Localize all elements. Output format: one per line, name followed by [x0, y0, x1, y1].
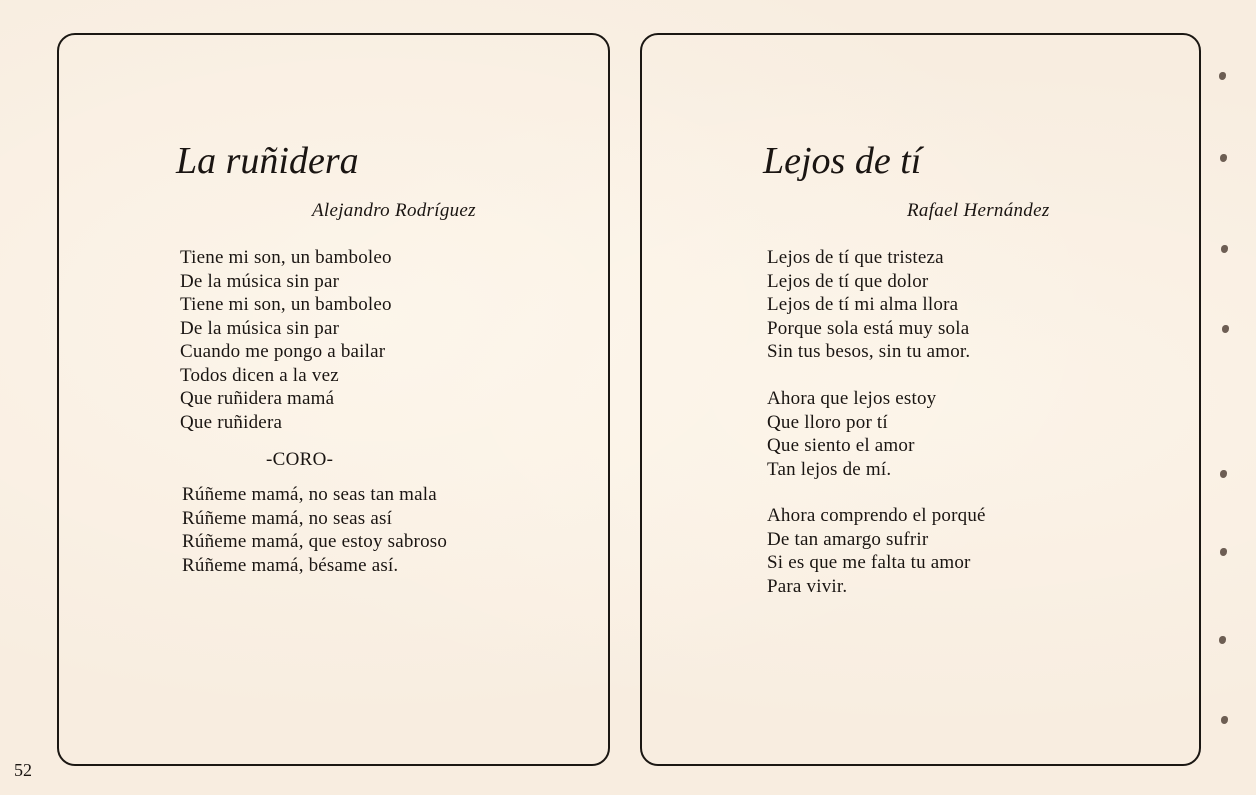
- verse-line: Tiene mi son, un bamboleo: [180, 294, 392, 315]
- punch-hole-mark: [1220, 548, 1227, 556]
- chorus-line: Rúñeme mamá, que estoy sabroso: [182, 531, 448, 552]
- left-poem-author: Alejandro Rodríguez: [312, 200, 476, 221]
- right-stanza-1: [767, 246, 970, 364]
- punch-hole-mark: [1219, 636, 1226, 644]
- verse-line: Cuando me pongo a bailar: [180, 341, 386, 362]
- verse-line: Lejos de tí que dolor: [767, 270, 929, 292]
- punch-hole-mark: [1221, 716, 1228, 724]
- left-verse: [180, 246, 392, 434]
- verse-line: Para vivir.: [767, 575, 848, 597]
- verse-line: Lejos de tí mi alma llora: [767, 294, 959, 315]
- verse-line: Que lloro por tí: [767, 411, 888, 433]
- verse-line: Ahora comprendo el porqué: [767, 505, 986, 526]
- page-number: 52: [14, 760, 32, 780]
- punch-hole-mark: [1219, 72, 1226, 80]
- verse-line: Que siento el amor: [767, 435, 915, 456]
- verse-line: Lejos de tí que tristeza: [767, 247, 944, 268]
- left-chorus: [182, 483, 447, 577]
- punch-hole-mark: [1221, 245, 1228, 253]
- verse-line: Que ruñidera: [180, 411, 283, 433]
- punch-hole-mark: [1220, 470, 1227, 478]
- verse-line: Ahora que lejos estoy: [767, 388, 937, 409]
- right-stanza-2: [767, 387, 936, 481]
- chorus-line: Rúñeme mamá, no seas así: [182, 507, 393, 529]
- verse-line: De tan amargo sufrir: [767, 528, 929, 550]
- left-poem-title: La ruñidera: [176, 140, 359, 182]
- right-poem-author: Rafael Hernández: [907, 200, 1050, 221]
- verse-line: Que ruñidera mamá: [180, 388, 335, 409]
- verse-line: Tan lejos de mí.: [767, 458, 892, 480]
- verse-line: Todos dicen a la vez: [180, 364, 339, 386]
- punch-hole-mark: [1220, 154, 1227, 162]
- chorus-line: Rúñeme mamá, bésame así.: [182, 554, 399, 576]
- right-poem-title: Lejos de tí: [763, 140, 922, 182]
- punch-hole-mark: [1222, 325, 1229, 333]
- verse-line: De la música sin par: [180, 270, 340, 292]
- verse-line: Porque sola está muy sola: [767, 317, 970, 339]
- right-stanza-3: [767, 504, 986, 598]
- verse-line: De la música sin par: [180, 317, 340, 339]
- chorus-label: -CORO-: [266, 449, 334, 470]
- chorus-line: Rúñeme mamá, no seas tan mala: [182, 484, 437, 505]
- verse-line: Si es que me falta tu amor: [767, 552, 971, 573]
- verse-line: Tiene mi son, un bamboleo: [180, 247, 392, 268]
- verse-line: Sin tus besos, sin tu amor.: [767, 341, 971, 362]
